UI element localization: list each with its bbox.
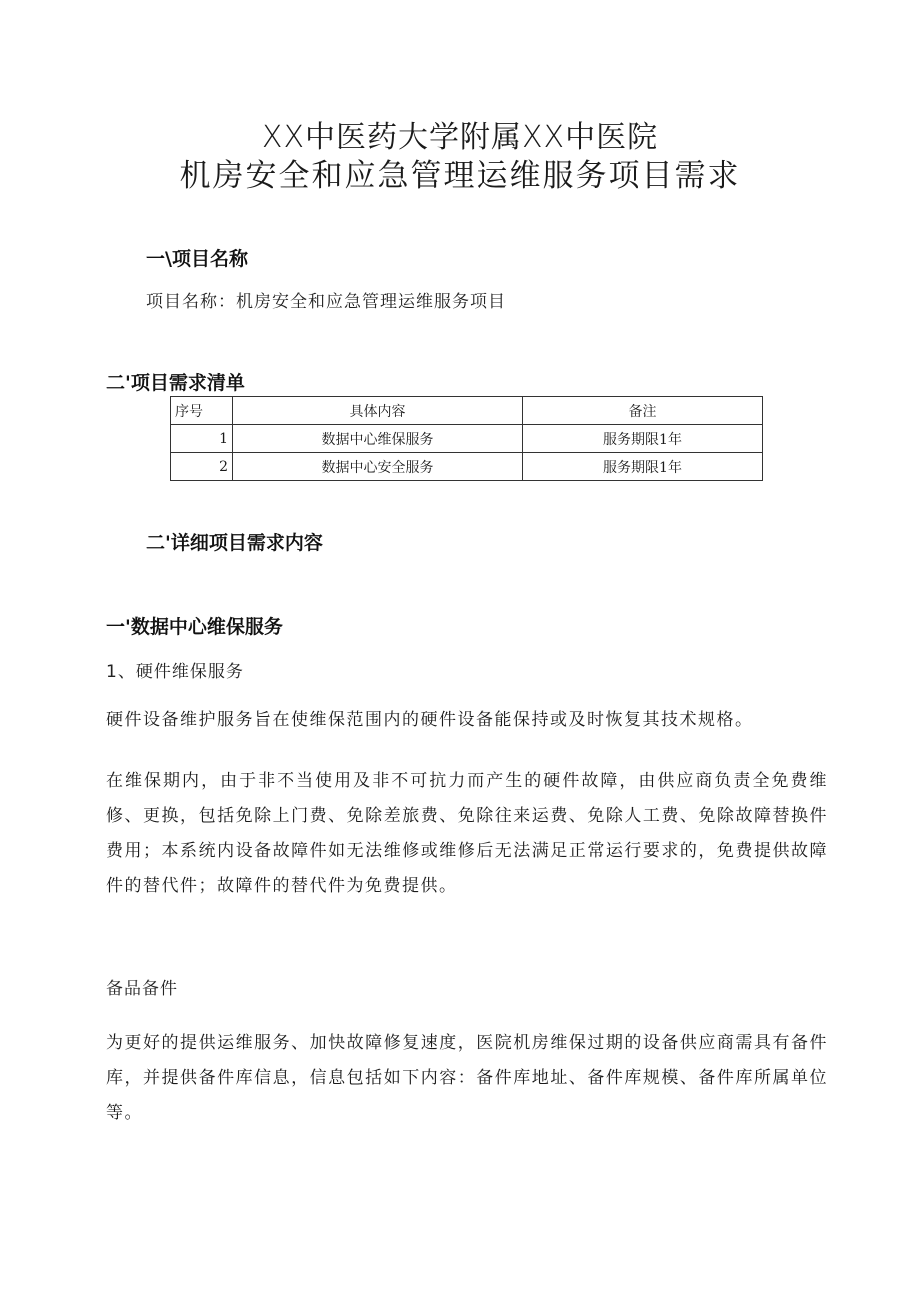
document-title-line-1: XX中医药大学附属XX中医院 [261, 120, 659, 155]
table-header-cell: 备注 [523, 397, 763, 425]
requirement-table [170, 396, 763, 481]
paragraph-hardware-purpose: 硬件设备维护服务旨在使维保范围内的硬件设备能保持或及时恢复其技术规格。 [106, 710, 754, 730]
table-cell-content: 数据中心维保服务 [233, 425, 523, 453]
paragraph-warranty-terms: 在维保期内，由于非不当使用及非不可抗力而产生的硬件故障，由供应商负责全免费维修、更换，包括免除上门费、免除差旅费、免除往来运费、免除人工费、免除故障替换件费用；本系统内设备故障件如无法维修或维修后无法满足正常运行要求的，免费提供故障件的替代件；故障件的替代件为免费提供。 [106, 771, 828, 896]
table-cell-index: 2 [171, 453, 233, 481]
table-header-cell: 序号 [171, 397, 233, 425]
table-header-cell: 具体内容 [233, 397, 523, 425]
item-spare-parts: 备品备件 [106, 979, 178, 999]
table-row [171, 425, 763, 453]
table-cell-content: 数据中心安全服务 [233, 453, 523, 481]
table-row [171, 453, 763, 481]
paragraph-spare-parts: 为更好的提供运维服务、加快故障修复速度，医院机房维保过期的设备供应商需具有备件库，并提供备件库信息，信息包括如下内容：备件库地址、备件库规模、备件库所属单位等。 [106, 1033, 828, 1123]
project-name-text: 项目名称：机房安全和应急管理运维服务项目 [146, 292, 506, 312]
section-heading-project-name: 一\项目名称 [146, 248, 248, 270]
section-heading-requirement-list: 二'项目需求清单 [106, 372, 245, 394]
item-hardware-maintenance: 1、硬件维保服务 [106, 662, 244, 682]
table-cell-note: 服务期限1年 [523, 425, 763, 453]
document-title-line-2: 机房安全和应急管理运维服务项目需求 [179, 158, 741, 194]
table-header-row [171, 397, 763, 425]
table-cell-note: 服务期限1年 [523, 453, 763, 481]
table-cell-index: 1 [171, 425, 233, 453]
subsection-heading-datacenter-maintenance: 一'数据中心维保服务 [106, 616, 283, 638]
section-heading-detailed-requirements: 二'详细项目需求内容 [146, 532, 323, 554]
